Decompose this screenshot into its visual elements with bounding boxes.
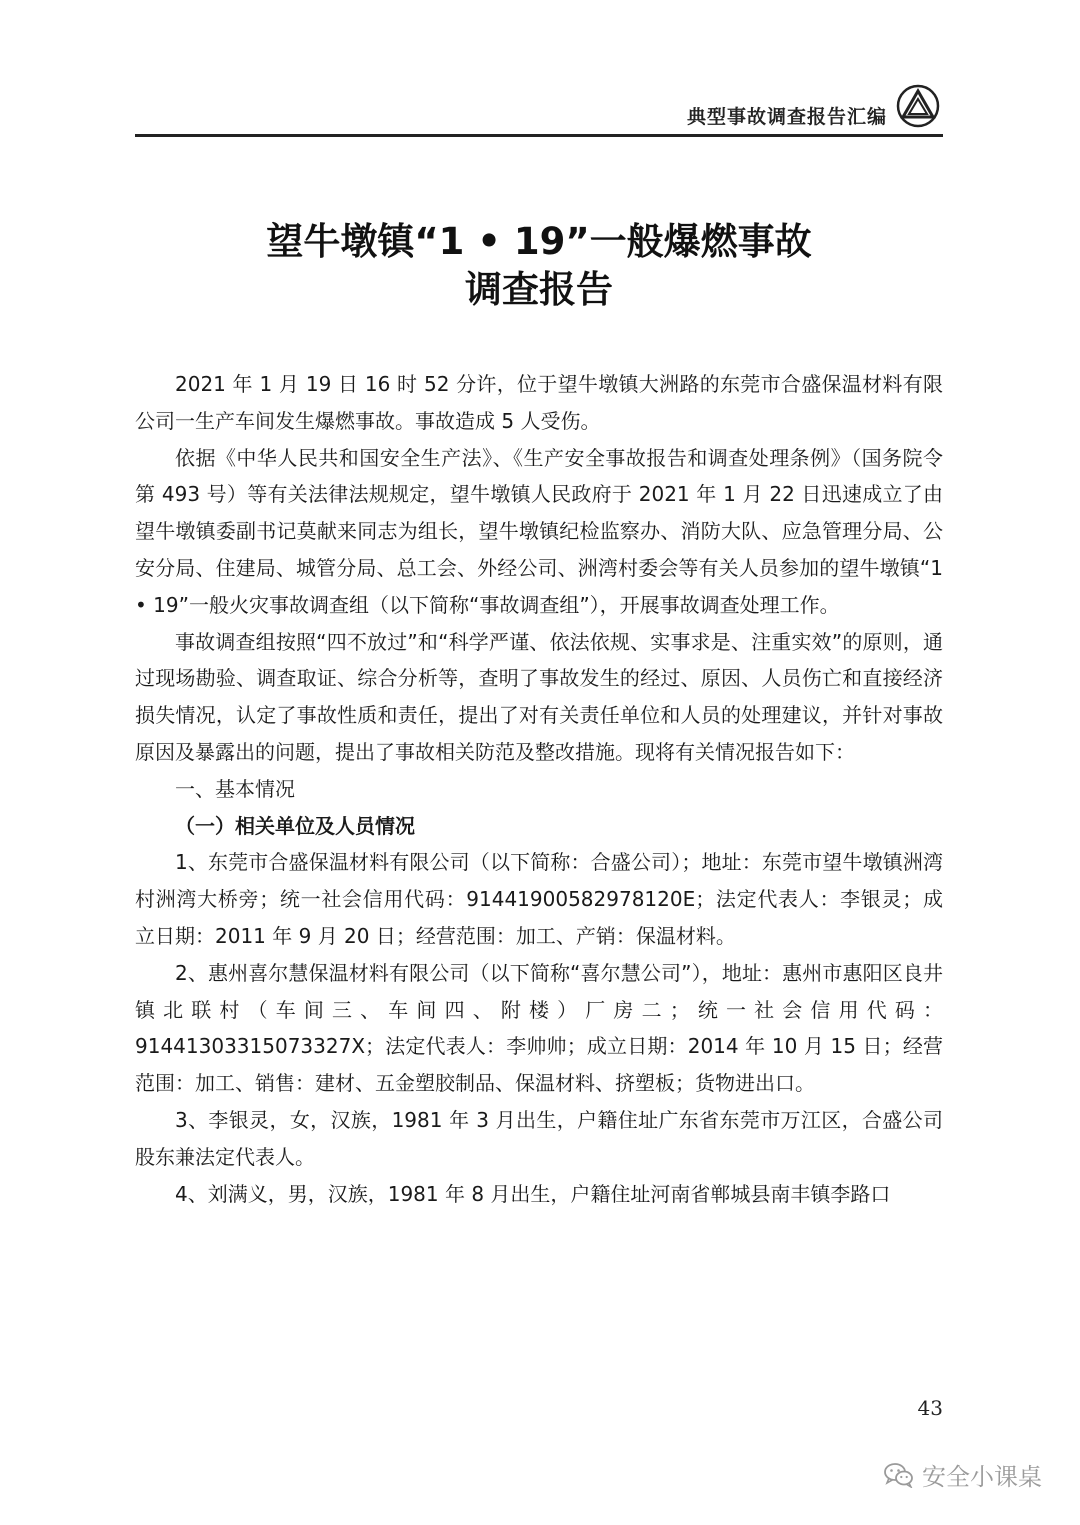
list-item: 4、刘满义，男，汉族，1981 年 8 月出生，户籍住址河南省郸城县南丰镇李路口 [175,1181,891,1206]
document-title-line2: 调查报告 [465,268,613,311]
header-divider [135,134,943,137]
safety-triangle-logo-icon [896,84,940,128]
document-title-line1: 望牛墩镇“1 • 19”一般爆燃事故 [266,220,812,263]
subsection-heading: （一）相关单位及人员情况 [175,813,415,838]
list-item: 1、东莞市合盛保温材料有限公司（以下简称：合盛公司）；地址：东莞市望牛墩镇洲湾村洲湾大桥旁；统一社会信用代码：91441900582978120E；法定代表人：李银灵；成立日期：2011 年 9 月 20 日；经营范围：加工、产销：保温材料。 [135,850,943,948]
watermark-text: 安全小课桌 [922,1463,1042,1491]
wechat-icon [884,1462,914,1488]
paragraph: 事故调查组按照“四不放过”和“科学严谨、依法依规、实事求是、注重实效”的原则，通过现场勘验、调查取证、综合分析等，查明了事故发生的经过、原因、人员伤亡和直接经济损失情况，认定了事故性质和责任，提出了对有关责任单位和人员的处理建议，并针对事故原因及暴露出的问题，提出了事故相关防范及整改措施。现将有关情况报告如下： [135,629,943,764]
document-body [135,366,943,1212]
page-number: 43 [917,1396,943,1420]
paragraph: 依据《中华人民共和国安全生产法》、《生产安全事故报告和调查处理条例》（国务院令第 493 号）等有关法律法规规定，望牛墩镇人民政府于 2021 年 1 月 22 日迅速成立了由望牛墩镇委副书记莫献来同志为组长，望牛墩镇纪检监察办、消防大队、应急管理分局、公安分局、住建局、城管分局、总工会、外经公司、洲湾村委会等有关人员参加的望牛墩镇“1 • 19”一般火灾事故调查组（以下简称“事故调查组”），开展事故调查处理工作。 [135,445,943,617]
list-item: 2、惠州喜尔慧保温材料有限公司（以下简称“喜尔慧公司”），地址：惠州市惠阳区良井镇北联村（车间三、车间四、附楼）厂房二；统一社会信用代码：91441303315073327X；法定代表人：李帅帅；成立日期：2014 年 10 月 15 日；经营范围：加工、销售：建材、五金塑胶制品、保温材料、挤塑板；货物进出口。 [135,960,943,1096]
paragraph: 2021 年 1 月 19 日 16 时 52 分许，位于望牛墩镇大洲路的东莞市合盛保温材料有限公司一生产车间发生爆燃事故。事故造成 5 人受伤。 [135,372,943,433]
running-header-title: 典型事故调查报告汇编 [686,106,887,128]
watermark [884,1457,1042,1492]
list-item: 3、李银灵，女，汉族，1981 年 3 月出生，户籍住址广东省东莞市万江区，合盛公司股东兼法定代表人。 [135,1107,943,1169]
section-heading: 一、基本情况 [175,776,295,801]
